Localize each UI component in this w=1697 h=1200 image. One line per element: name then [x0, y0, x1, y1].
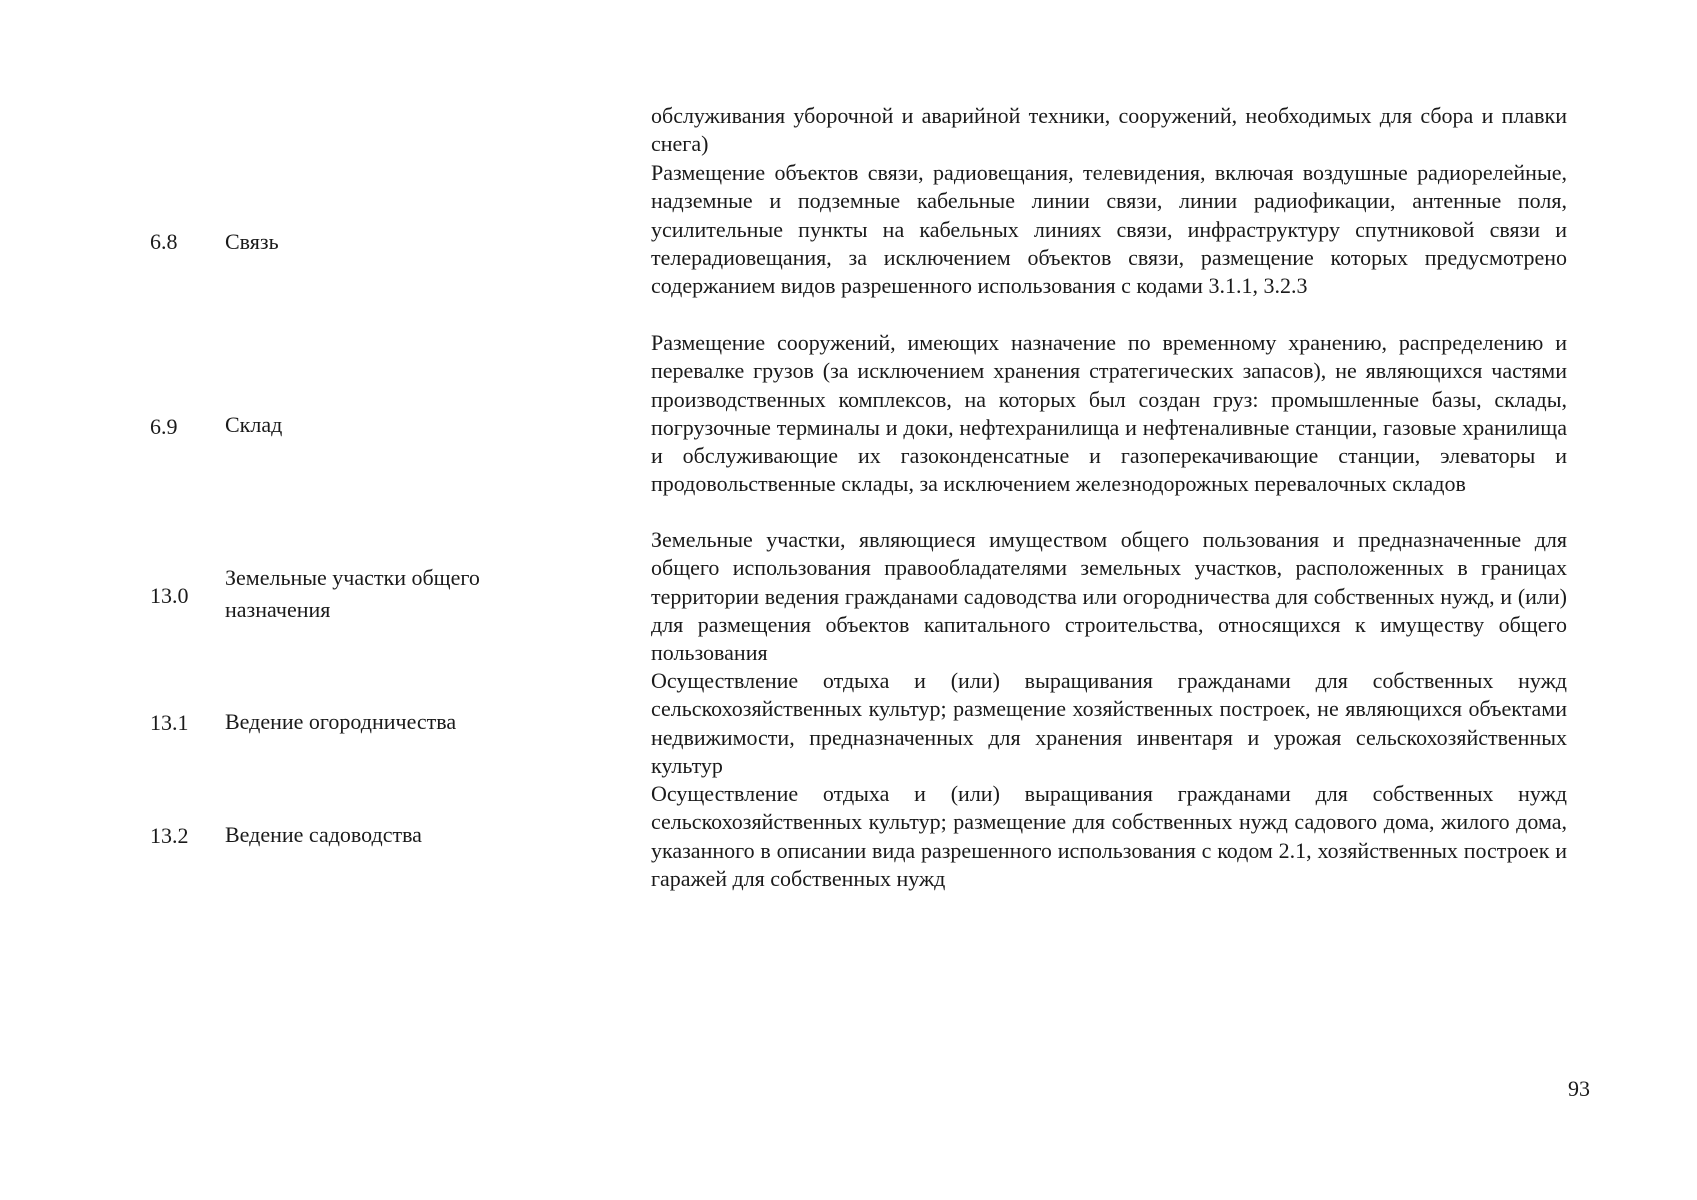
row-code: 13.2 [150, 823, 189, 848]
row-description: Размещение сооружений, имеющих назначение по временному хранению, распределению и перевалке грузов (за исключением хранения стратегических запасов), не являющихся частями производственных комплексов, на которых был создан груз: промышленные базы, склады, погрузочные терминалы и доки, нефтехранилища и нефтеналивные станции, газовые хранилища и обслуживающие их газоконденсатные и газоперекачивающие станции, элеваторы и продовольственные склады, за исключением железнодорожных перевалочных складов [651, 330, 1567, 497]
page-number: 93 [1568, 1076, 1590, 1101]
row-code: 6.8 [150, 229, 178, 254]
row-name: Связь [225, 229, 279, 254]
row-description: Осуществление отдыха и (или) выращивания гражданами для собственных нужд сельскохозяйственных культур; размещение для собственных нужд садового дома, жилого дома, указанного в описании вида разрешенного использования с кодом 2.1, хозяйственных построек и гаражей для собственных нужд [651, 781, 1567, 891]
row-name: Ведение садоводства [225, 822, 422, 847]
row-description: Осуществление отдыха и (или) выращивания гражданами для собственных нужд сельскохозяйственных культур; размещение хозяйственных построек, не являющихся объектами недвижимости, предназначенных для хранения инвентаря и урожая сельскохозяйственных культур [651, 668, 1567, 778]
row-name: Земельные участки общего назначения [225, 565, 480, 622]
row-name: Склад [225, 412, 283, 437]
row-description: Размещение объектов связи, радиовещания, телевидения, включая воздушные радиорелейные, надземные и подземные кабельные линии связи, линии радиофикации, антенные поля, усилительные пункты на кабельных линиях связи, инфраструктуру спутниковой связи и телерадиовещания, за исключением объектов связи, размещение которых предусмотрено содержанием видов разрешенного использования с кодами 3.1.1, 3.2.3 [651, 160, 1567, 299]
row-code: 6.9 [150, 414, 178, 439]
row-description: Земельные участки, являющиеся имуществом общего пользования и предназначенные для общего использования правообладателями земельных участков, расположенных в границах территории ведения гражданами садоводства или огородничества для собственных нужд, и (или) для размещения объектов капитального строительства, относящихся к имуществу общего пользования [651, 527, 1567, 666]
row-code: 13.0 [150, 583, 189, 608]
continued-description: обслуживания уборочной и аварийной техники, сооружений, необходимых для сбора и плавки снега) [651, 103, 1567, 157]
row-code: 13.1 [150, 710, 189, 735]
row-name: Ведение огородничества [225, 709, 457, 734]
